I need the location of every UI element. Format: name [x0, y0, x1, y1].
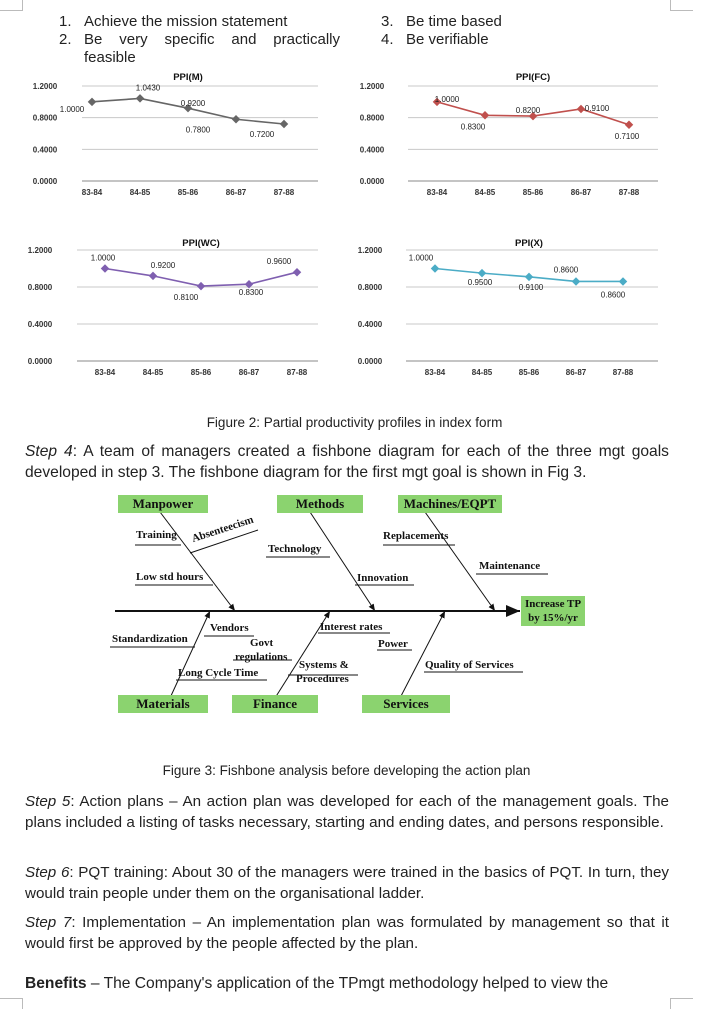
page-corner-left: [0, 0, 23, 11]
y-tick-label: 1.2000: [359, 82, 385, 91]
data-label: 0.8300: [460, 122, 486, 132]
y-tick-label: 1.2000: [27, 246, 53, 255]
step-lead: Step 4: [25, 443, 73, 460]
x-tick-label: 84-85: [129, 188, 151, 197]
y-tick-label: 0.4000: [359, 145, 385, 155]
chart-ppi-x: [340, 234, 680, 384]
data-label: 1.0000: [90, 253, 116, 263]
y-tick-label: 0.0000: [27, 357, 53, 366]
cause-long-cycle-time: Long Cycle Time: [178, 667, 259, 679]
x-tick-label: 87-88: [612, 368, 634, 377]
category-finance: Finance: [232, 695, 318, 713]
cause-technology: Technology: [268, 543, 322, 555]
chart-svg: [0, 68, 340, 208]
y-tick-label: 0.4000: [27, 320, 53, 329]
y-tick-label: 0.0000: [359, 177, 385, 186]
y-tick-label: 1.2000: [357, 246, 383, 255]
x-tick-label: 87-88: [273, 188, 295, 197]
y-tick-label: 0.0000: [357, 357, 383, 366]
goal-number: 4.: [381, 31, 394, 48]
figure-3-caption: Figure 3: Fishbone analysis before developing the action plan: [162, 763, 531, 778]
data-label: 1.0000: [59, 104, 85, 114]
data-label: 1.0430: [135, 83, 161, 93]
x-tick-label: 83-84: [424, 368, 446, 377]
x-tick-label: 85-86: [522, 188, 544, 197]
cause-power: Power: [378, 638, 408, 650]
chart-title: PPI(FC): [515, 72, 551, 83]
data-label: 0.9200: [180, 99, 206, 109]
x-tick-label: 85-86: [190, 368, 212, 377]
chart-title: PPI(WC): [182, 238, 220, 249]
step-text: : Implementation – An implementation plan was formulated by management so that it would first be approved by the people affected by the plan.: [25, 914, 669, 952]
data-label: 0.8100: [173, 293, 199, 303]
cause-regulations: regulations: [235, 651, 288, 663]
chart-title: PPI(M): [173, 72, 203, 83]
data-label: 0.9500: [467, 278, 493, 288]
y-tick-label: 0.8000: [359, 113, 385, 123]
x-tick-label: 83-84: [426, 188, 448, 197]
x-tick-label: 87-88: [618, 188, 640, 197]
data-label: 0.9100: [584, 103, 610, 113]
cause-standardization: Standardization: [112, 633, 188, 645]
cause-absenteeism: Absenteecism: [190, 513, 256, 545]
chart-title: PPI(X): [515, 238, 543, 249]
step-4-paragraph: [25, 441, 669, 483]
data-label: 0.8200: [515, 106, 541, 116]
step-text: : PQT training: About 30 of the managers were trained in the basics of PQT. In turn, they would train people under them on the organisational ladder.: [25, 864, 669, 902]
data-label: 0.9200: [150, 260, 176, 270]
data-point-marker: [149, 272, 157, 280]
effect-box: [521, 596, 585, 626]
data-point-marker: [232, 115, 240, 123]
page-corner-right: [670, 0, 693, 11]
category-services: Services: [362, 695, 450, 713]
chart-svg: [340, 68, 680, 208]
data-point-marker: [293, 268, 301, 276]
data-point-marker: [431, 264, 439, 272]
goal-number: 2.: [59, 31, 72, 48]
category-methods: Methods: [277, 495, 363, 513]
x-tick-label: 87-88: [286, 368, 308, 377]
cause-interest-rates: Interest rates: [320, 621, 383, 633]
category-machines: Machines/EQPT: [398, 495, 502, 513]
step-7-paragraph: [25, 913, 669, 954]
data-point-marker: [478, 269, 486, 277]
step-lead: Step 6: [25, 864, 70, 881]
goal-number: 1.: [59, 13, 72, 30]
page-corner-bottom-right: [670, 998, 693, 1009]
x-tick-label: 86-87: [565, 368, 587, 377]
x-tick-label: 84-85: [142, 368, 164, 377]
data-label: 0.9100: [518, 282, 544, 292]
y-tick-label: 0.8000: [32, 113, 58, 123]
cause-replacements: Replacements: [383, 530, 449, 542]
y-tick-label: 0.8000: [27, 283, 53, 292]
chart-ppi-fc: [340, 68, 680, 208]
effect-line-2: by 15%/yr: [528, 612, 578, 624]
cause-procedures: Procedures: [296, 673, 349, 685]
x-tick-label: 83-84: [94, 368, 116, 377]
page-corner-bottom-left: [0, 998, 23, 1009]
data-label: 0.8600: [553, 265, 579, 275]
y-tick-label: 0.4000: [32, 145, 58, 155]
cause-govt: Govt: [250, 637, 274, 649]
goal-label: Be verifiable: [406, 31, 489, 48]
cause-maintenance: Maintenance: [479, 560, 541, 572]
cause-vendors: Vendors: [210, 622, 249, 634]
data-point-marker: [197, 282, 205, 290]
y-tick-label: 0.4000: [357, 320, 383, 329]
data-point-marker: [625, 121, 633, 129]
step-6-paragraph: [25, 863, 669, 904]
data-label: 1.0000: [434, 94, 460, 104]
category-materials: Materials: [118, 695, 208, 713]
y-tick-label: 0.0000: [32, 177, 58, 186]
x-tick-label: 83-84: [81, 188, 103, 197]
chart-svg: [0, 234, 340, 384]
step-5-paragraph: [25, 792, 669, 833]
goal-label: Be time based: [406, 13, 502, 30]
x-tick-label: 85-86: [177, 188, 199, 197]
data-point-marker: [136, 94, 144, 102]
x-tick-label: 84-85: [474, 188, 496, 197]
y-tick-label: 0.8000: [357, 283, 383, 292]
fishbone-diagram: [0, 490, 709, 720]
data-point-marker: [280, 120, 288, 128]
step-text: : Action plans – An action plan was developed for each of the management goals. The plans included a listing of tasks necessary, starting and ending dates, and persons responsible.: [25, 793, 669, 831]
data-label: 0.7800: [185, 125, 211, 135]
data-point-marker: [481, 111, 489, 119]
data-label: 0.7100: [614, 131, 640, 141]
data-label: 1.0000: [408, 253, 434, 263]
cause-training: Training: [136, 529, 177, 541]
benefits-lead: Benefits: [25, 975, 87, 992]
fishbone-lines: [0, 490, 709, 720]
cause-low-std-hours: Low std hours: [136, 571, 204, 583]
step-lead: Step 5: [25, 793, 71, 810]
goal-number: 3.: [381, 13, 394, 30]
goal-label-cont: feasible: [84, 49, 136, 66]
figure-2-caption: Figure 2: Partial productivity profiles in index form: [206, 415, 503, 430]
x-tick-label: 85-86: [518, 368, 540, 377]
data-point-marker: [525, 273, 533, 281]
x-tick-label: 86-87: [238, 368, 260, 377]
data-label: 0.8600: [600, 290, 626, 300]
data-point-marker: [619, 277, 627, 285]
goal-label: Be very specific and practically: [84, 31, 340, 48]
data-point-marker: [572, 277, 580, 285]
cause-quality-of-services: Quality of Services: [425, 659, 514, 671]
goal-label: Achieve the mission statement: [84, 13, 288, 30]
cause-innovation: Innovation: [357, 572, 409, 584]
effect-line-1: Increase TP: [524, 598, 582, 610]
x-tick-label: 86-87: [225, 188, 247, 197]
step-text: : A team of managers created a fishbone diagram for each of the three mgt goals developed in step 3. The fishbone diagram for the first mgt goal is shown in Fig 3.: [25, 443, 669, 481]
data-label: 0.9600: [266, 257, 292, 267]
data-point-marker: [101, 264, 109, 272]
x-tick-label: 84-85: [471, 368, 493, 377]
benefits-text: – The Company's application of the TPmgt methodology helped to view the: [86, 975, 609, 992]
x-tick-label: 86-87: [570, 188, 592, 197]
data-point-marker: [88, 98, 96, 106]
benefits-paragraph: [25, 974, 669, 995]
chart-ppi-m: [0, 68, 340, 208]
cause-systems: Systems &: [299, 659, 349, 671]
chart-svg: [340, 234, 680, 384]
data-label: 0.7200: [249, 130, 275, 139]
chart-ppi-wc: [0, 234, 340, 384]
y-tick-label: 1.2000: [32, 82, 58, 91]
category-manpower: Manpower: [118, 495, 208, 513]
data-label: 0.8300: [238, 288, 264, 298]
step-lead: Step 7: [25, 914, 72, 931]
